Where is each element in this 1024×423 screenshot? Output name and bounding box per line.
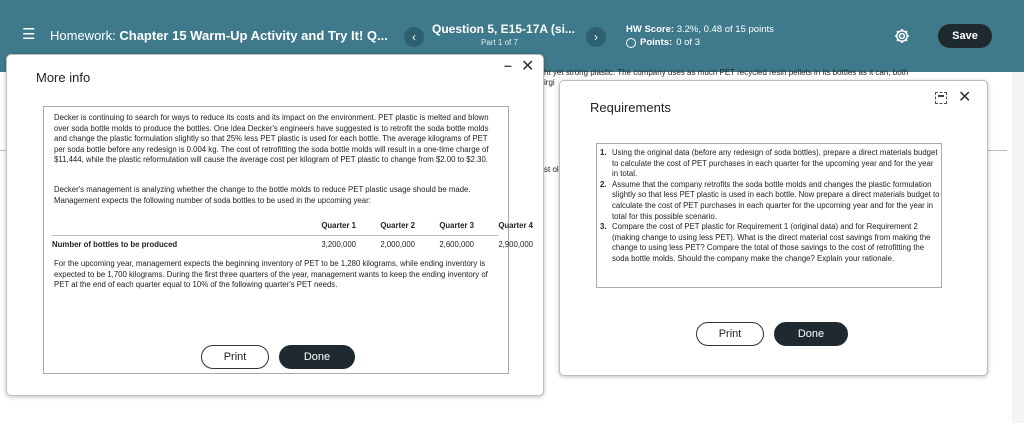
hw-score-value: 3.2%, 0.48 of 15 points [676, 24, 774, 35]
requirements-content [596, 143, 942, 288]
background-text-fragment: irgi [544, 78, 555, 87]
minimize-icon[interactable]: – [504, 57, 512, 73]
requirements-list [600, 148, 940, 265]
next-question-button[interactable]: › [586, 27, 606, 47]
divider [985, 150, 1007, 151]
background-problem-text: ht yet strong plastic. The company uses as much PET recycled resin pellets in its bottles as it can, both [544, 68, 909, 77]
list-item [600, 222, 940, 264]
background-text-fragment: st ol [544, 165, 559, 174]
item-text: Compare the cost of PET plastic for Requirement 1 (original data) and for Requirement 2 (making change to using less PET). What is the direct material cost savings from making the change to using less PET? Compare the total of those savings to the cost of retrofitting the soda bottle molds. Should the company make the change? Explain your rationale. [612, 222, 931, 263]
points-ring-icon [626, 38, 636, 48]
points-label: Points: [640, 37, 673, 48]
done-button[interactable]: Done [279, 345, 355, 369]
item-text: Assume that the company retrofits the soda bottle molds and changes the plastic formulation slightly so that less PET plastic is used in each bottle. Now prepare a direct materials budget to calculate the cost of PET purchases in each quarter for the upcoming year and for the year in total for this possible scenario. [612, 179, 940, 221]
requirements-dialog [559, 80, 988, 376]
question-title[interactable]: Question 5, E15-17A (si... [432, 22, 575, 36]
table-cell: 2,900,000 [498, 240, 533, 249]
info-paragraph: Decker's management is analyzing whether the change to the bottle molds to reduce PET plastic usage should be made. Management expects the following number of soda bottles to be used in the upcoming year: [54, 185, 471, 205]
hw-score [626, 24, 774, 35]
previous-question-button[interactable]: ‹ [404, 27, 424, 47]
question-part: Part 1 of 7 [481, 38, 518, 47]
done-button[interactable]: Done [774, 322, 848, 346]
list-item [600, 148, 940, 180]
table-cell: 2,000,000 [380, 240, 415, 249]
item-number: 2. [600, 179, 607, 189]
table-row [52, 235, 533, 249]
table-cell: 2,600,000 [439, 240, 474, 249]
print-button[interactable]: Print [201, 345, 269, 369]
minimize-icon[interactable] [935, 92, 947, 104]
hw-score-label: HW Score: [626, 24, 675, 35]
table-cell: 3,200,000 [321, 240, 356, 249]
save-button[interactable]: Save [938, 24, 992, 48]
scrollbar[interactable] [1012, 72, 1024, 423]
item-text: Using the original data (before any redesign of soda bottles), prepare a direct materials budget to calculate the cost of PET purchases in each quarter for the upcoming year and for the year in total. [612, 148, 938, 179]
list-item [600, 180, 940, 222]
dialog-title: More info [36, 70, 91, 85]
menu-icon[interactable]: ☰ [22, 26, 36, 43]
gear-icon[interactable] [893, 27, 911, 45]
assignment-name: Chapter 15 Warm-Up Activity and Try It! Q... [119, 28, 388, 43]
item-number: 3. [600, 222, 607, 232]
table-header-row [52, 219, 533, 233]
more-info-content [43, 106, 533, 374]
print-button[interactable]: Print [696, 322, 764, 346]
dialog-title: Requirements [590, 100, 671, 115]
row-label: Number of bottles to be produced [52, 240, 178, 249]
more-info-dialog [6, 54, 544, 396]
item-number: 1. [600, 148, 607, 157]
info-paragraph: Decker is continuing to search for ways to reduce its costs and its impact on the environment. PET plastic is melted and blown over soda bottle molds to produce the bottles. One idea Decker's engineers have suggested is to retrofit the soda bottle molds and change the plastic formulation slightly so that 25% less PET plastic is used for each bottle. The average kilograms of PET per soda bottle before any redesign is 0.004 kg. The cost of retrofitting the soda bottle molds will result in a one-time charge of $11,444, while the plastic reformulation will cause the average cost per kilogram of PET plastic to change from $2.00 to $2.30. [54, 113, 489, 165]
close-icon[interactable]: ✕ [958, 89, 972, 106]
table-header: Quarter 4 [498, 221, 533, 230]
table-header: Quarter 2 [380, 221, 415, 230]
points-value: 0 of 3 [676, 37, 700, 48]
assignment-label: Homework: [50, 28, 116, 43]
close-icon[interactable]: ✕ [521, 58, 535, 75]
assignment-title[interactable] [50, 28, 388, 43]
table-header: Quarter 1 [321, 221, 356, 230]
table-header: Quarter 3 [439, 221, 474, 230]
points-status [626, 37, 700, 48]
info-paragraph: For the upcoming year, management expects the beginning inventory of PET to be 1,280 kilograms, while ending inventory is expected to be 1,700 kilograms. During the first three quarters of the year, management wants to keep the ending inventory of PET at the end of each quarter equal to 10% of the following quarter's PET needs. [54, 259, 488, 290]
